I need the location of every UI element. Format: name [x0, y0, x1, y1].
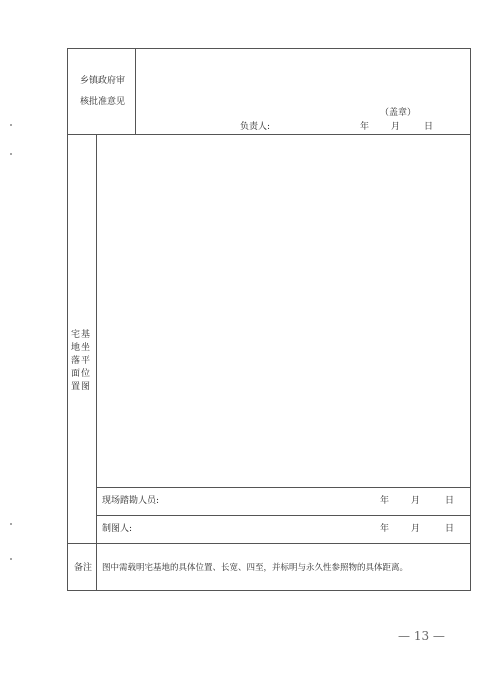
surveyor-day: 日	[445, 496, 455, 506]
drafter-month: 月	[411, 524, 421, 534]
drafter-label: 制图人:	[102, 524, 133, 534]
drafter-year: 年	[380, 524, 390, 534]
surveyor-year: 年	[380, 496, 390, 506]
responsible-label: 负责人:	[240, 122, 271, 132]
site-plan-drawing-area	[97, 135, 470, 487]
surveyor-label: 现场踏勘人员:	[102, 496, 160, 506]
site-plan-label: 宅基地坐落平面位置图	[71, 330, 92, 392]
margin-mark	[10, 558, 12, 560]
surveyor-month: 月	[411, 496, 421, 506]
approval-year: 年	[360, 122, 370, 132]
approval-label-line1: 乡镇政府审	[80, 76, 126, 86]
row-divider-remarks	[67, 543, 471, 544]
remarks-text: 图中需载明宅基地的具体位置、长宽、四至，并标明与永久性参照物的具体距离。	[102, 563, 409, 573]
page-number: — 13 —	[398, 629, 445, 643]
approval-label-line2: 核批准意见	[80, 97, 126, 107]
margin-mark	[10, 523, 12, 525]
seal-label: （盖章）	[380, 108, 417, 118]
approval-day: 日	[424, 122, 434, 132]
row-divider-drafter	[96, 515, 471, 516]
row-divider-surveyor	[96, 487, 471, 488]
col-divider-approval	[135, 48, 136, 135]
margin-mark	[10, 153, 12, 155]
approval-month: 月	[391, 122, 401, 132]
margin-mark	[10, 124, 12, 126]
drafter-day: 日	[445, 524, 455, 534]
remarks-label: 备注	[74, 563, 93, 573]
